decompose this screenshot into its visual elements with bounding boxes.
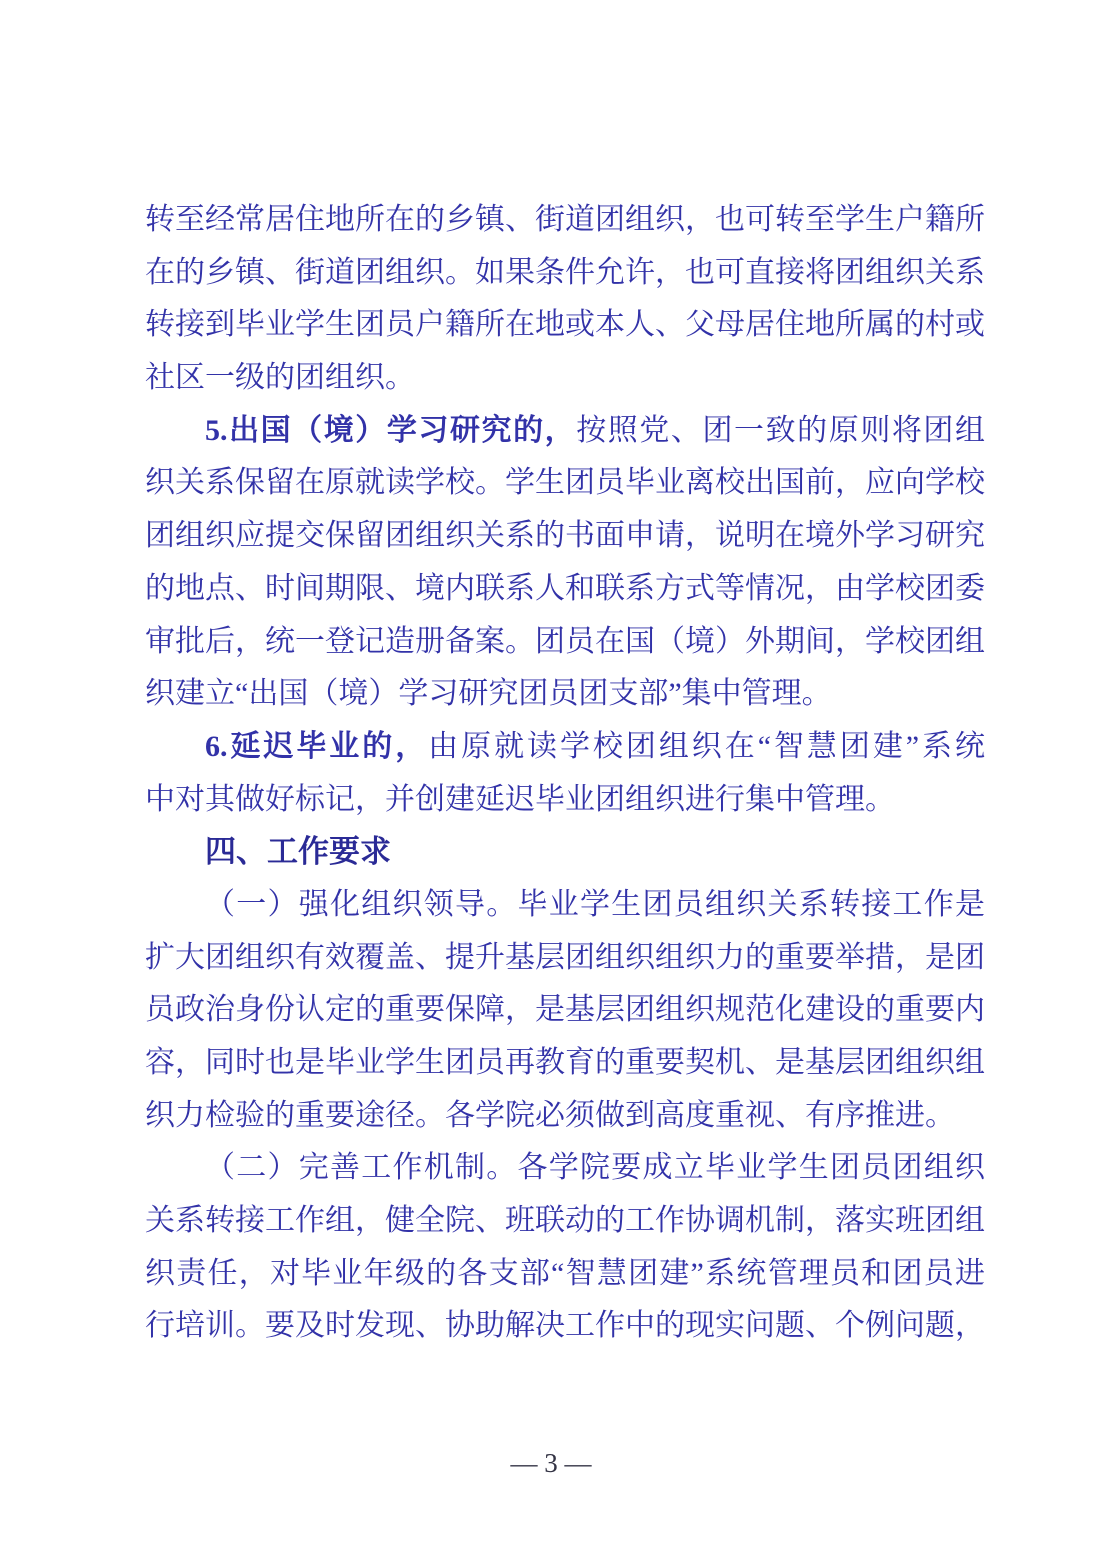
text-line: 审批后，统一登记造册备案。团员在国（境）外期间，学校团组 <box>145 624 985 658</box>
text-line: 转接到毕业学生团员户籍所在地或本人、父母居住地所属的村或 <box>145 308 985 342</box>
text-line: 容，同时也是毕业学生团员再教育的重要契机、是基层团组织组 <box>145 1046 985 1079</box>
text-line: 6.延迟毕业的，由原就读学校团组织在“智慧团建”系统 <box>205 729 985 763</box>
text-line: 织建立“出国（境）学习研究团员团支部”集中管理。 <box>145 677 832 711</box>
text-line: 在的乡镇、街道团组织。如果条件允许，也可直接将团组织关系 <box>145 255 985 289</box>
text-line: 社区一级的团组织。 <box>145 361 415 395</box>
section-heading: 四、工作要求 <box>205 834 391 871</box>
text-line: 团组织应提交保留团组织关系的书面申请，说明在境外学习研究 <box>145 519 985 553</box>
page-number: — 3 — <box>510 1448 592 1478</box>
text-line: （二）完善工作机制。各学院要成立毕业学生团员团组织 <box>205 1151 985 1185</box>
text-line: 转至经常居住地所在的乡镇、街道团组织，也可转至学生户籍所 <box>145 203 985 236</box>
text-line: 的地点、时间期限、境内联系人和联系方式等情况，由学校团委 <box>145 571 985 605</box>
text-line: 织关系保留在原就读学校。学生团员毕业离校出国前，应向学校 <box>145 466 985 500</box>
document-body <box>145 194 985 1353</box>
text-line: 员政治身份认定的重要保障，是基层团组织规范化建设的重要内 <box>145 993 985 1027</box>
text-line: 行培训。要及时发现、协助解决工作中的现实问题、个例问题， <box>145 1309 985 1343</box>
text-line: 扩大团组织有效覆盖、提升基层团组织组织力的重要举措，是团 <box>145 940 985 974</box>
text-line: （一）强化组织领导。毕业学生团员组织关系转接工作是 <box>205 887 985 921</box>
text-line: 织责任，对毕业年级的各支部“智慧团建”系统管理员和团员进 <box>145 1256 985 1290</box>
text-line: 5.出国（境）学习研究的，按照党、团一致的原则将团组 <box>205 413 985 447</box>
bold-lead: 5.出国（境）学习研究的， <box>205 413 577 447</box>
text-line: 中对其做好标记，并创建延迟毕业团组织进行集中管理。 <box>145 782 895 816</box>
text-line: 关系转接工作组，健全院、班联动的工作协调机制，落实班团组 <box>145 1204 985 1238</box>
text-line: 织力检验的重要途径。各学院必须做到高度重视、有序推进。 <box>145 1098 955 1132</box>
bold-lead: 6.延迟毕业的， <box>205 729 429 763</box>
